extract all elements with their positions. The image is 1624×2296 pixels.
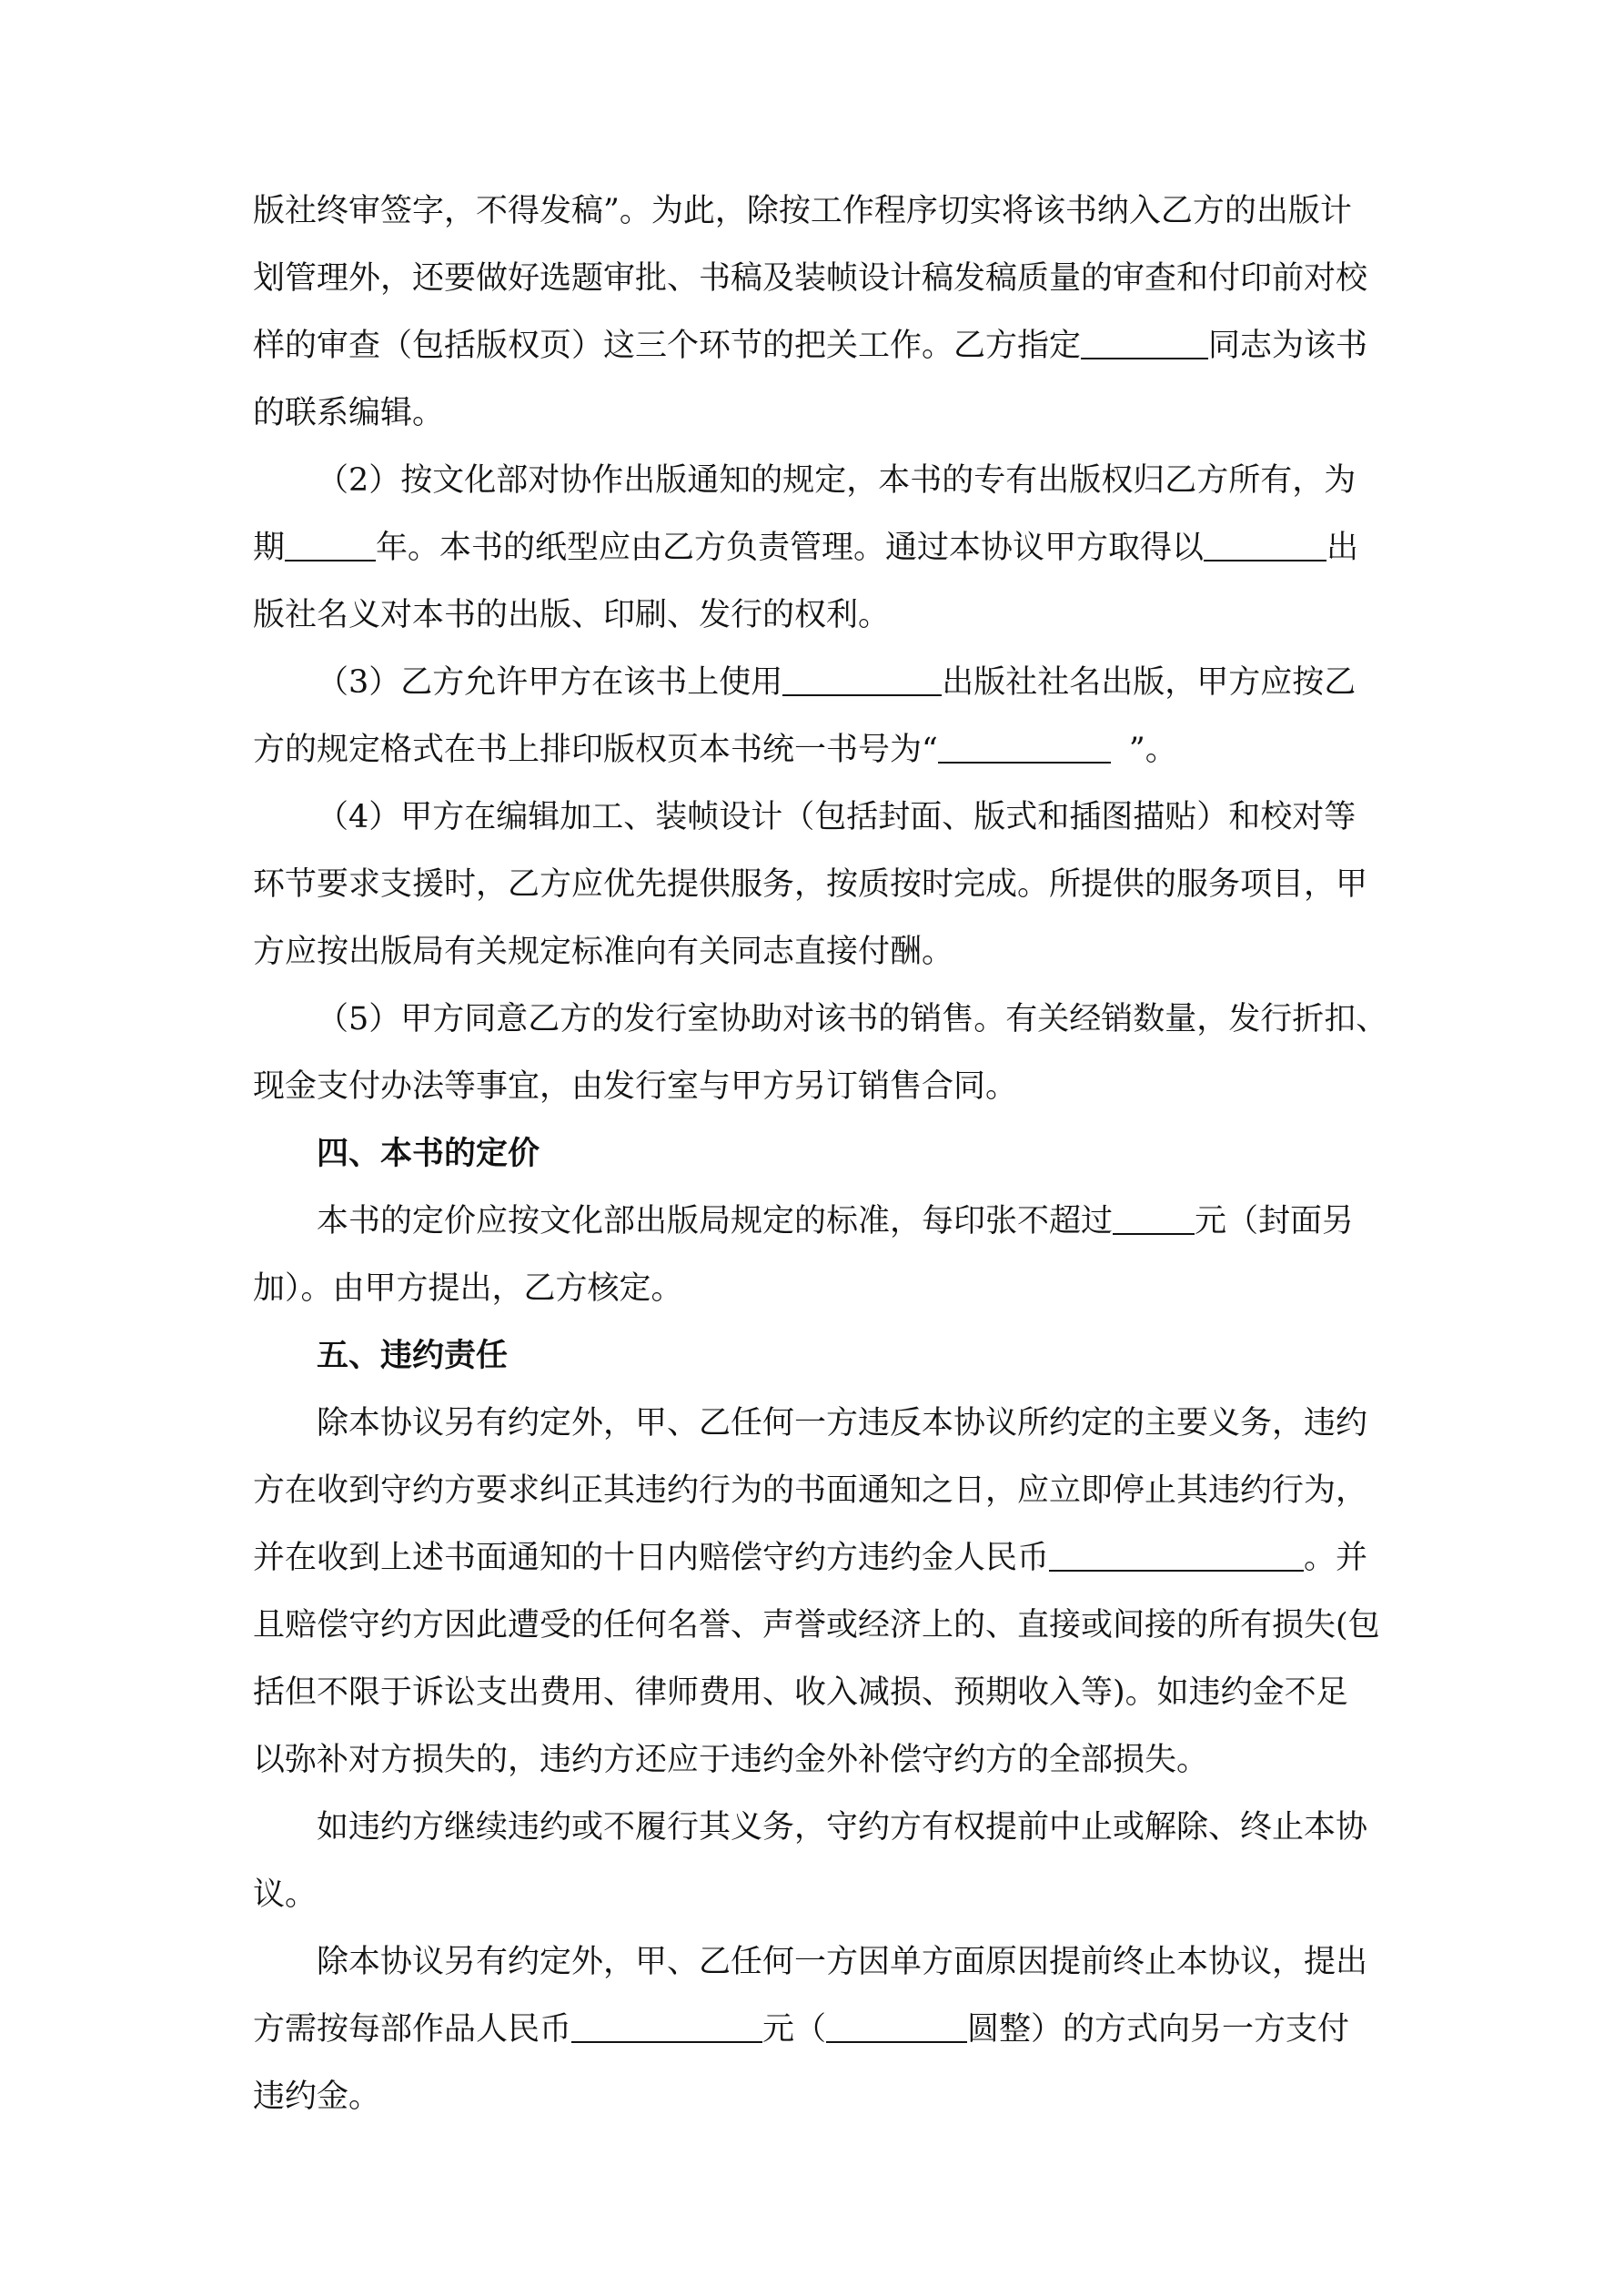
fill-blank-price-per-sheet[interactable] (1113, 1206, 1195, 1235)
text-line: 划管理外，还要做好选题审批、书稿及装帧设计稿发稿质量的审查和付印前对校 (253, 260, 1368, 297)
text-segment: 元（封面另 (1195, 1203, 1355, 1239)
clause-2-line (253, 514, 1392, 582)
text-line: 版社终审签字，不得发稿”。为此，除按工作程序切实将该书纳入乙方的出版计 (253, 193, 1352, 229)
liability-line: 且赔偿守约方因此遭受的任何名誉、声誉或经济上的、直接或间接的所有损失(包 (253, 1607, 1380, 1644)
liability-line: 如违约方继续违约或不履行其义务，守约方有权提前中止或解除、终止本协 (317, 1809, 1368, 1846)
liability-line: 除本协议另有约定外，甲、乙任何一方违反本协议所约定的主要义务，违约 (317, 1405, 1368, 1441)
text-segment: 元（ (762, 2011, 827, 2048)
text-segment: 圆整）的方式向另一方支付 (967, 2011, 1350, 2048)
pricing-line (253, 1188, 1392, 1255)
fill-blank-publisher-name[interactable] (1204, 532, 1326, 561)
text-segment: 期 (253, 530, 286, 566)
clause-4-line: （4）甲方在编辑加工、装帧设计（包括封面、版式和插图描贴）和校对等 (317, 799, 1357, 835)
text-segment: 本书的定价应按文化部出版局规定的标准，每印张不超过 (317, 1203, 1114, 1239)
fill-blank-penalty-uppercase[interactable] (826, 2014, 967, 2043)
clause-5-line: （5）甲方同意乙方的发行室协助对该书的销售。有关经销数量，发行折扣、 (317, 1001, 1388, 1037)
pricing-line: 加）。由甲方提出，乙方核定。 (253, 1270, 683, 1307)
liability-line: 议。 (253, 1876, 318, 1913)
fill-blank-book-number[interactable] (938, 734, 1111, 764)
text-segment: 年。本书的纸型应由乙方负责管理。通过本协议甲方取得以 (376, 530, 1205, 566)
liability-line (253, 1524, 1392, 1592)
liability-line: 以弥补对方损失的，违约方还应于违约金外补偿守约方的全部损失。 (253, 1742, 1209, 1778)
text-segment: 并在收到上述书面通知的十日内赔偿守约方违约金人民币 (253, 1540, 1050, 1576)
liability-line (253, 1996, 1392, 2063)
text-segment: （3）乙方允许甲方在该书上使用 (317, 664, 783, 701)
fill-blank-penalty-rmb[interactable] (571, 2014, 762, 2043)
liability-line: 方在收到守约方要求纠正其违约行为的书面通知之日，应立即停止其违约行为， (253, 1472, 1368, 1509)
text-line (253, 312, 1392, 379)
clause-4-line: 环节要求支援时，乙方应优先提供服务，按质按时完成。所提供的服务项目，甲 (253, 866, 1368, 903)
fill-blank-publisher-house[interactable] (782, 667, 942, 696)
clause-3-line (253, 716, 1392, 784)
text-line: 的联系编辑。 (253, 395, 445, 431)
text-segment: 。并 (1304, 1540, 1368, 1576)
clause-5-line: 现金支付办法等事宜，由发行室与甲方另订销售合同。 (253, 1068, 1018, 1105)
text-segment: 样的审查（包括版权页）这三个环节的把关工作。乙方指定 (253, 328, 1082, 364)
text-segment: 出 (1326, 530, 1359, 566)
clause-4-line: 方应按出版局有关规定标准向有关同志直接付酬。 (253, 934, 954, 970)
section-heading-pricing: 四、本书的定价 (317, 1136, 540, 1172)
text-segment: 同志为该书 (1208, 328, 1368, 364)
liability-line: 违约金。 (253, 2079, 381, 2115)
fill-blank-term-years[interactable] (285, 532, 376, 561)
liability-line: 除本协议另有约定外，甲、乙任何一方因单方面原因提前终止本协议，提出 (317, 1944, 1368, 1980)
section-heading-liability: 五、违约责任 (317, 1338, 509, 1374)
text-segment: ”。 (1128, 732, 1177, 768)
fill-blank-editor-name[interactable] (1081, 330, 1208, 359)
fill-blank-penalty-amount[interactable] (1049, 1542, 1304, 1572)
clause-2-line: 版社名义对本书的出版、印刷、发行的权利。 (253, 597, 891, 633)
text-segment: 出版社社名出版，甲方应按乙 (942, 664, 1357, 701)
liability-line: 括但不限于诉讼支出费用、律师费用、收入减损、预期收入等)。如违约金不足 (253, 1674, 1348, 1711)
clause-2-line: （2）按文化部对协作出版通知的规定，本书的专有出版权归乙方所有，为 (317, 462, 1357, 499)
clause-3-line (253, 649, 1392, 716)
text-segment: 方的规定格式在书上排印版权页本书统一书号为“ (253, 732, 938, 768)
contract-page (253, 177, 1392, 2130)
text-segment: 方需按每部作品人民币 (253, 2011, 572, 2048)
